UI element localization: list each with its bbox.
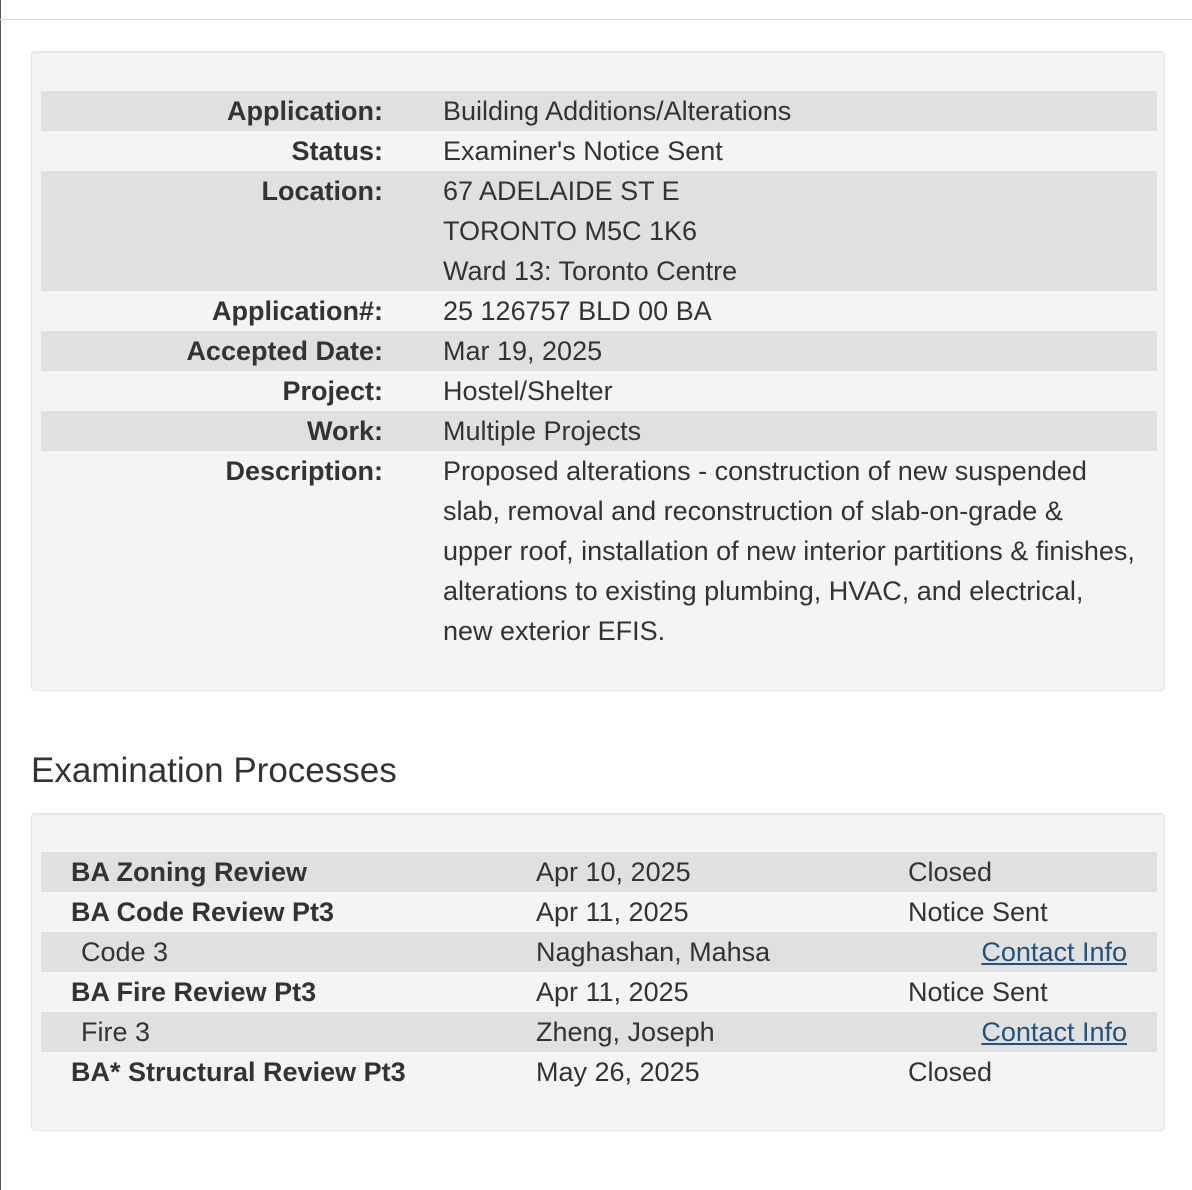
process-date: May 26, 2025 bbox=[536, 1057, 700, 1087]
process-date: Apr 10, 2025 bbox=[536, 852, 908, 892]
process-row bbox=[41, 892, 1157, 932]
examiner-discipline: Code 3 bbox=[41, 932, 536, 972]
examiner-row bbox=[41, 1012, 1157, 1052]
detail-row-work bbox=[41, 411, 1157, 451]
top-divider bbox=[0, 19, 1192, 20]
detail-value: Multiple Projects bbox=[383, 411, 1157, 451]
process-row bbox=[41, 972, 1157, 1012]
detail-label: Location: bbox=[41, 171, 383, 291]
process-status: Notice Sent bbox=[908, 977, 1048, 1007]
detail-label: Project: bbox=[282, 376, 383, 406]
examiner-row bbox=[41, 932, 1157, 972]
detail-value: Building Additions/Alterations bbox=[383, 91, 1157, 131]
examiner-name: Zheng, Joseph bbox=[536, 1012, 908, 1052]
location-street: 67 ADELAIDE ST E bbox=[443, 176, 680, 206]
detail-row-application-number bbox=[41, 291, 1157, 331]
detail-row-location bbox=[41, 171, 1157, 291]
detail-value: 25 126757 BLD 00 BA bbox=[443, 296, 712, 326]
process-status: Notice Sent bbox=[908, 897, 1048, 927]
detail-row-status bbox=[41, 131, 1157, 171]
contact-info-cell bbox=[908, 932, 1157, 972]
examination-processes-panel bbox=[31, 813, 1165, 1131]
contact-info-cell bbox=[908, 1012, 1157, 1052]
detail-value: Mar 19, 2025 bbox=[383, 331, 1157, 371]
detail-value: Hostel/Shelter bbox=[443, 376, 613, 406]
detail-label: Application: bbox=[41, 91, 383, 131]
contact-info-link[interactable]: Contact Info bbox=[981, 937, 1127, 967]
detail-value: Examiner's Notice Sent bbox=[443, 136, 723, 166]
detail-value: Proposed alterations - construction of new suspended slab, removal and reconstruction of slab-on-grade & upper roof, installation of new interior partitions & finishes, alterations to existing plumbing, HVAC, and electrical, new exterior EFIS. bbox=[443, 456, 1135, 646]
process-name: BA* Structural Review Pt3 bbox=[71, 1057, 406, 1087]
detail-label: Description: bbox=[225, 456, 383, 486]
location-city: TORONTO M5C 1K6 bbox=[443, 216, 698, 246]
left-divider bbox=[0, 0, 1, 1190]
examiner-discipline: Fire 3 bbox=[41, 1012, 536, 1052]
application-details-panel bbox=[31, 51, 1165, 691]
examiner-name: Naghashan, Mahsa bbox=[536, 932, 908, 972]
process-name: BA Code Review Pt3 bbox=[71, 897, 335, 927]
detail-label: Accepted Date: bbox=[41, 331, 383, 371]
examination-processes-heading: Examination Processes bbox=[31, 751, 397, 790]
process-row bbox=[41, 1052, 1157, 1092]
detail-value bbox=[383, 171, 1157, 291]
detail-row-project bbox=[41, 371, 1157, 411]
process-date: Apr 11, 2025 bbox=[536, 977, 689, 1007]
process-row bbox=[41, 852, 1157, 892]
process-status: Closed bbox=[908, 852, 1157, 892]
detail-row-accepted-date bbox=[41, 331, 1157, 371]
application-details-table bbox=[41, 91, 1157, 651]
process-name: BA Fire Review Pt3 bbox=[71, 977, 317, 1007]
detail-label: Work: bbox=[41, 411, 383, 451]
process-status: Closed bbox=[908, 1057, 993, 1087]
examination-processes-table bbox=[41, 852, 1157, 1092]
detail-row-application bbox=[41, 91, 1157, 131]
detail-label: Status: bbox=[291, 136, 383, 166]
process-date: Apr 11, 2025 bbox=[536, 897, 689, 927]
detail-row-description bbox=[41, 451, 1157, 651]
contact-info-link[interactable]: Contact Info bbox=[981, 1017, 1127, 1047]
detail-label: Application#: bbox=[211, 296, 383, 326]
process-name: BA Zoning Review bbox=[41, 852, 536, 892]
location-ward: Ward 13: Toronto Centre bbox=[443, 256, 738, 286]
